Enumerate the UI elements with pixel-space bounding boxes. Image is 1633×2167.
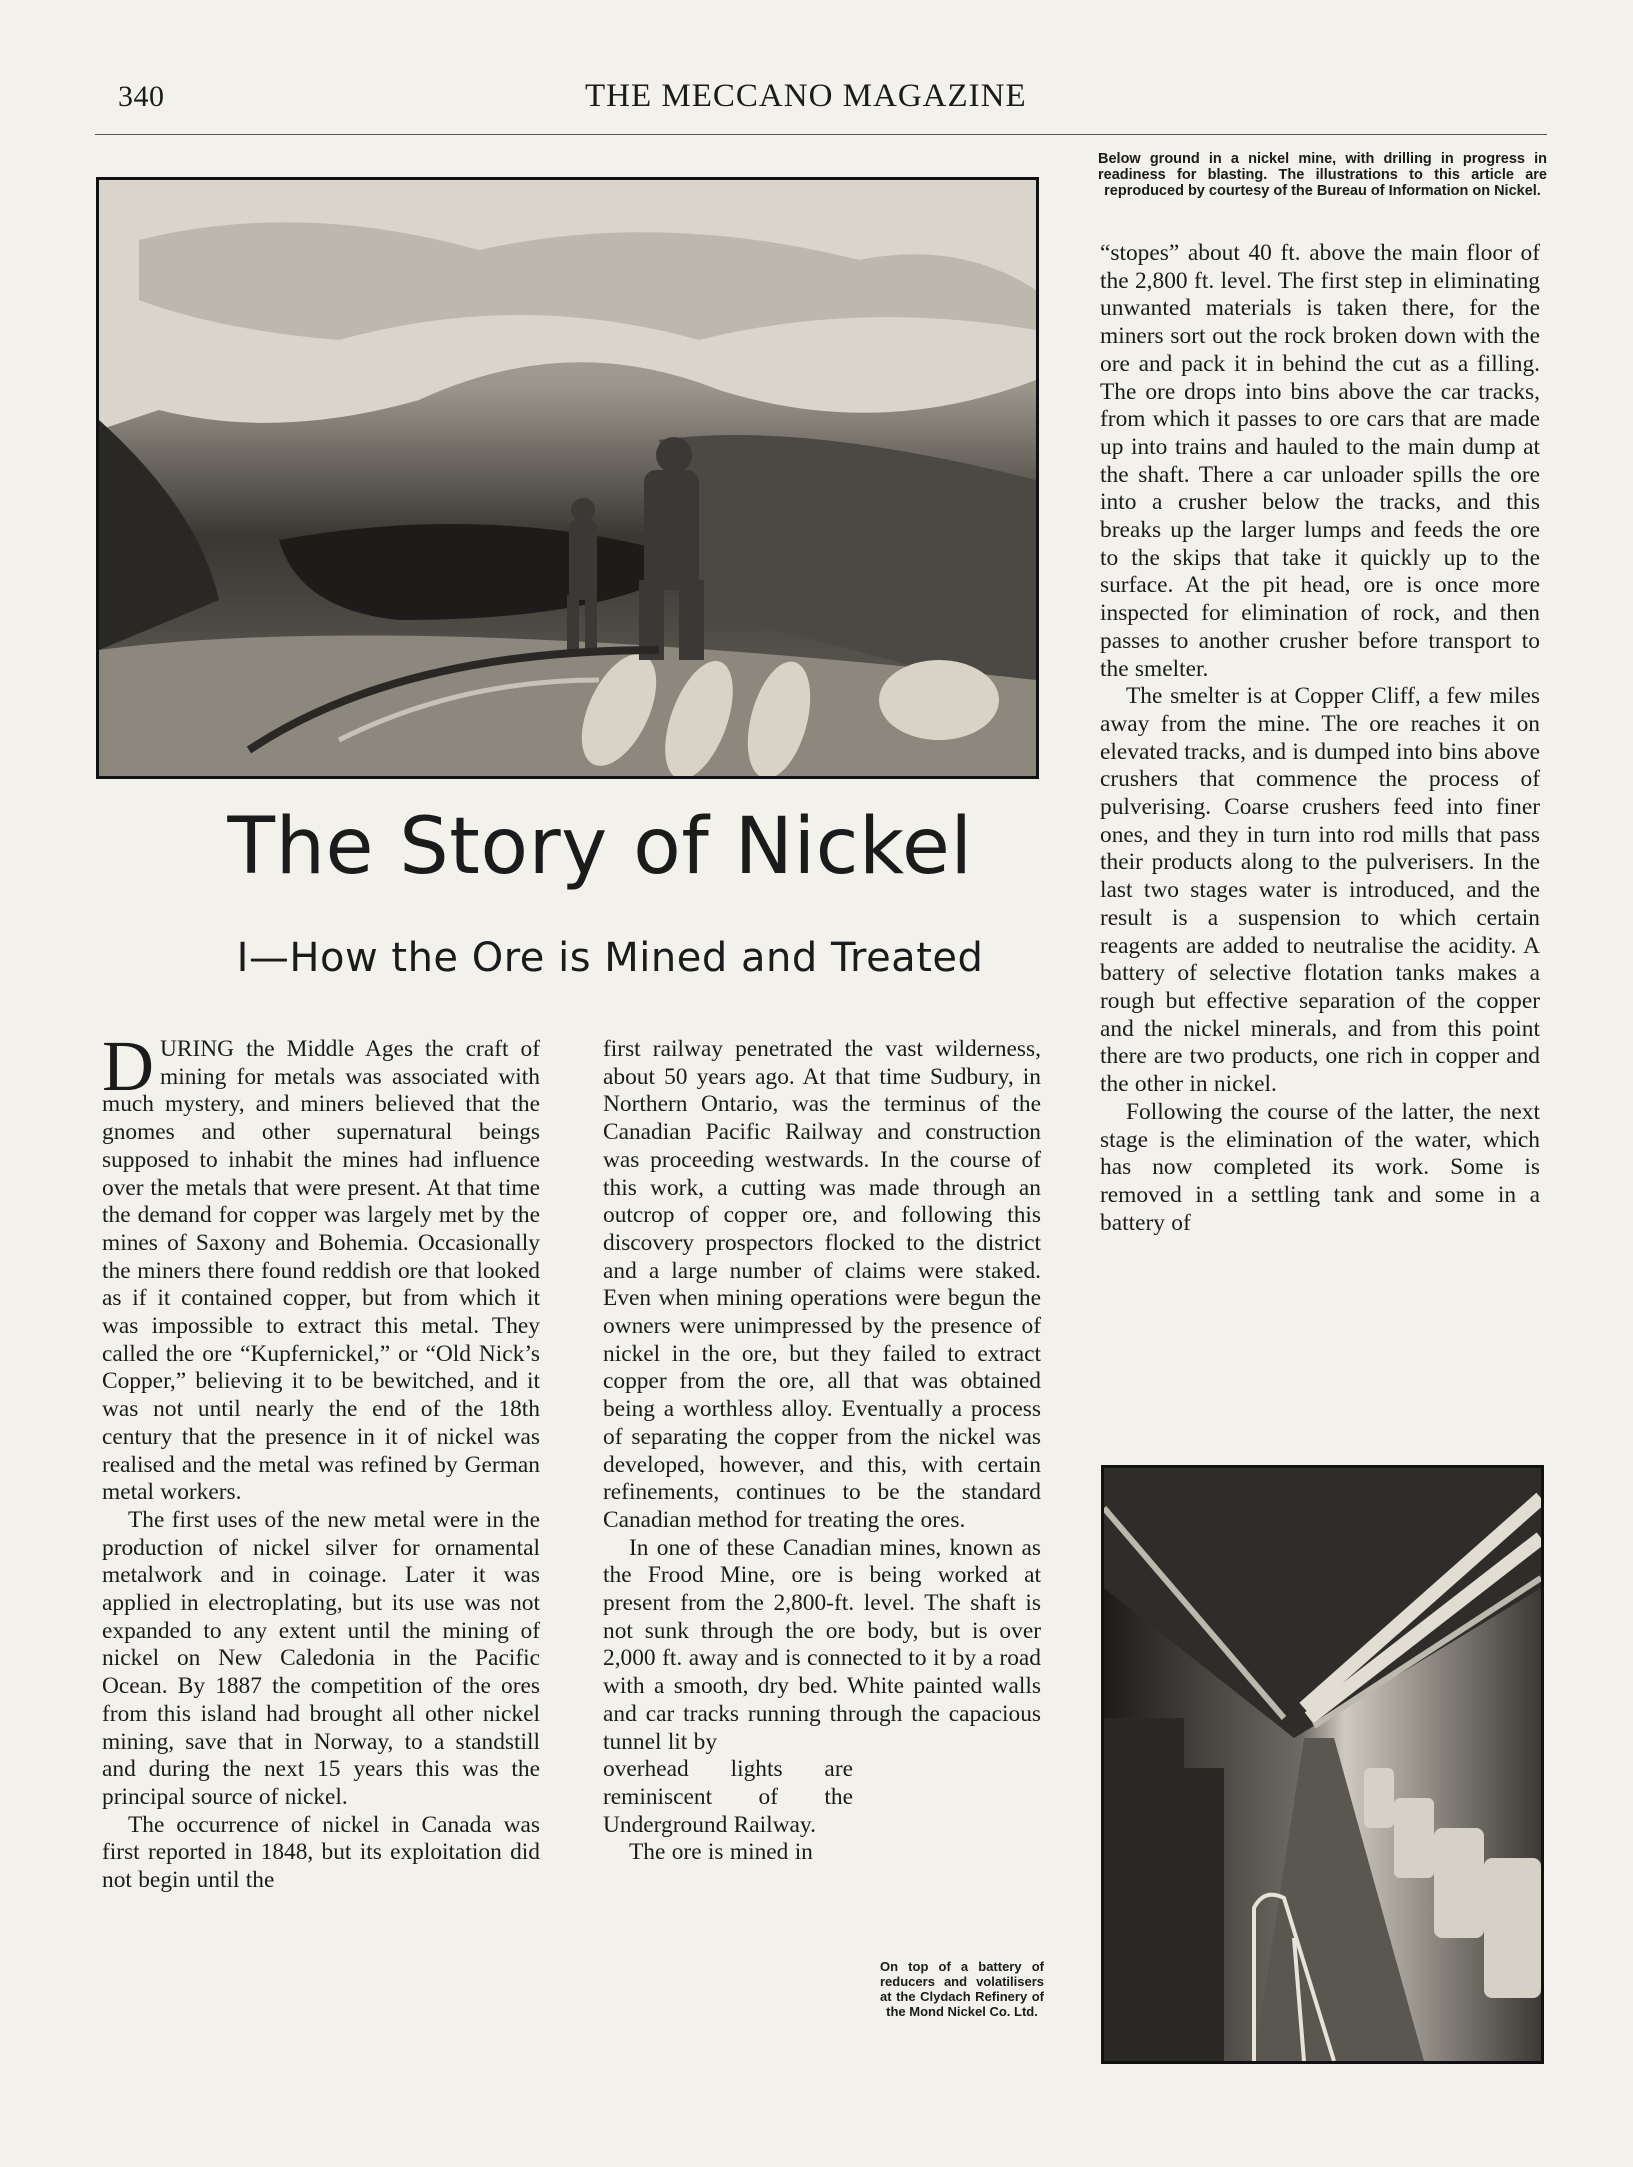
header-rule xyxy=(95,134,1547,135)
drop-cap: D xyxy=(102,1026,154,1106)
nickel-mine-photo xyxy=(96,177,1039,779)
page-number: 340 xyxy=(118,80,165,113)
article-column-3 xyxy=(1100,240,1540,1237)
paragraph: overhead lights are reminiscent of the Underground Railway. xyxy=(603,1756,853,1838)
article-column-2 xyxy=(603,1036,1041,1867)
mine-photo-caption: Below ground in a nickel mine, with drilling in progress in readiness for blasting. The illustrations to this article are reproduced by courtesy of the Bureau of Information on Nickel. xyxy=(1098,151,1547,199)
paragraph: first railway penetrated the vast wilderness, about 50 years ago. At that time Sudbury, in Northern Ontario, was the terminus of the Canadian Pacific Railway and construction was proceeding westwards. In the course of this work, a cutting was made through an outcrop of copper ore, and following this discovery prospectors flocked to the district and a large number of claims were staked. Even when mining operations were begun the owners were unimpressed by the presence of nickel in the ore, but they failed to extract copper from the ore, all that was obtained being a worthless alloy. Eventually a process of separating the copper from the nickel was developed, however, and this, with certain refinements, continues to be the standard Canadian method for treating the ores. xyxy=(603,1036,1041,1533)
paragraph: The occurrence of nickel in Canada was first reported in 1848, but its exploitation did not begin until the xyxy=(102,1811,540,1894)
refinery-photo xyxy=(1101,1465,1544,2064)
refinery-photo-caption: On top of a battery of reducers and volatilisers at the Clydach Refinery of the Mond Nickel Co. Ltd. xyxy=(880,1959,1044,2019)
article-subtitle: I—How the Ore is Mined and Treated xyxy=(236,935,984,981)
paragraph: The ore is mined in xyxy=(629,1839,813,1866)
paragraph: In one of these Canadian mines, known as the Frood Mine, ore is being worked at present from the 2,800-ft. level. The shaft is not sunk through the ore body, but is over 2,000 ft. away and is connected to it by a road with a smooth, dry bed. White painted walls and car tracks running through the capacious tunnel lit by xyxy=(603,1534,1041,1755)
paragraph: Following the course of the latter, the next stage is the elimination of the water, which has now completed its work. Some is removed in a settling tank and some in a battery of xyxy=(1100,1098,1540,1236)
paragraph-text: URING the Middle Ages the craft of mining for metals was associated with much mystery, and miners believed that the gnomes and other supernatural beings supposed to inhabit the mines had influence over the metals that were present. At that time the demand for copper was largely met by the mines of Saxony and Bohemia. Occasionally the miners there found reddish ore that looked as if it contained copper, but from which it was impossible to extract this metal. They called the ore “Kupfernickel,” or “Old Nick’s Copper,” believing it to be bewitched, and it was not until nearly the end of the 18th century that the presence in it of nickel was realised and the metal was refined by German metal workers. xyxy=(102,1036,540,1506)
paragraph xyxy=(102,1026,540,1507)
paragraph: The first uses of the new metal were in the production of nickel silver for ornamental metalwork and in coinage. Later it was applied in electroplating, but its use was not expanded to any extent until the mining of nickel on New Caledonia in the Pacific Ocean. By 1887 the competition of the ores from this island had brought all other nickel mining, save that in Norway, to a standstill and during the next 15 years this was the principal source of nickel. xyxy=(102,1506,540,1810)
article-title: The Story of Nickel xyxy=(227,802,973,892)
magazine-title: THE MECCANO MAGAZINE xyxy=(585,78,1027,114)
paragraph: The smelter is at Copper Cliff, a few miles away from the mine. The ore reaches it on elevated tracks, and is dumped into bins above crushers that commence the process of pulverising. Coarse crushers feed into finer ones, and they in turn into rod mills that pass their products along to the pulverisers. In the last two stages water is introduced, and the result is a suspension to which certain reagents are added to neutralise the acidity. A battery of selective flotation tanks makes a rough but effective separation of the copper and the nickel minerals, and from this point there are two products, one rich in copper and the other in nickel. xyxy=(1100,683,1541,1098)
paragraph: “stopes” about 40 ft. above the main floor of the 2,800 ft. level. The first step in eliminating unwanted materials is taken there, for the miners sort out the rock broken down with the ore and pack it in behind the cut as a filling. The ore drops into bins above the car tracks, from which it passes to ore cars that are made up into trains and hauled to the main dump at the shaft. There a car unloader spills the ore into a crusher below the tracks, and this breaks up the larger lumps and feeds the ore to the skips that take it quickly up to the surface. At the pit head, ore is once more inspected for elimination of rock, and then passes to another crusher before transport to the smelter. xyxy=(1100,240,1540,682)
article-column-1 xyxy=(102,1026,540,1895)
